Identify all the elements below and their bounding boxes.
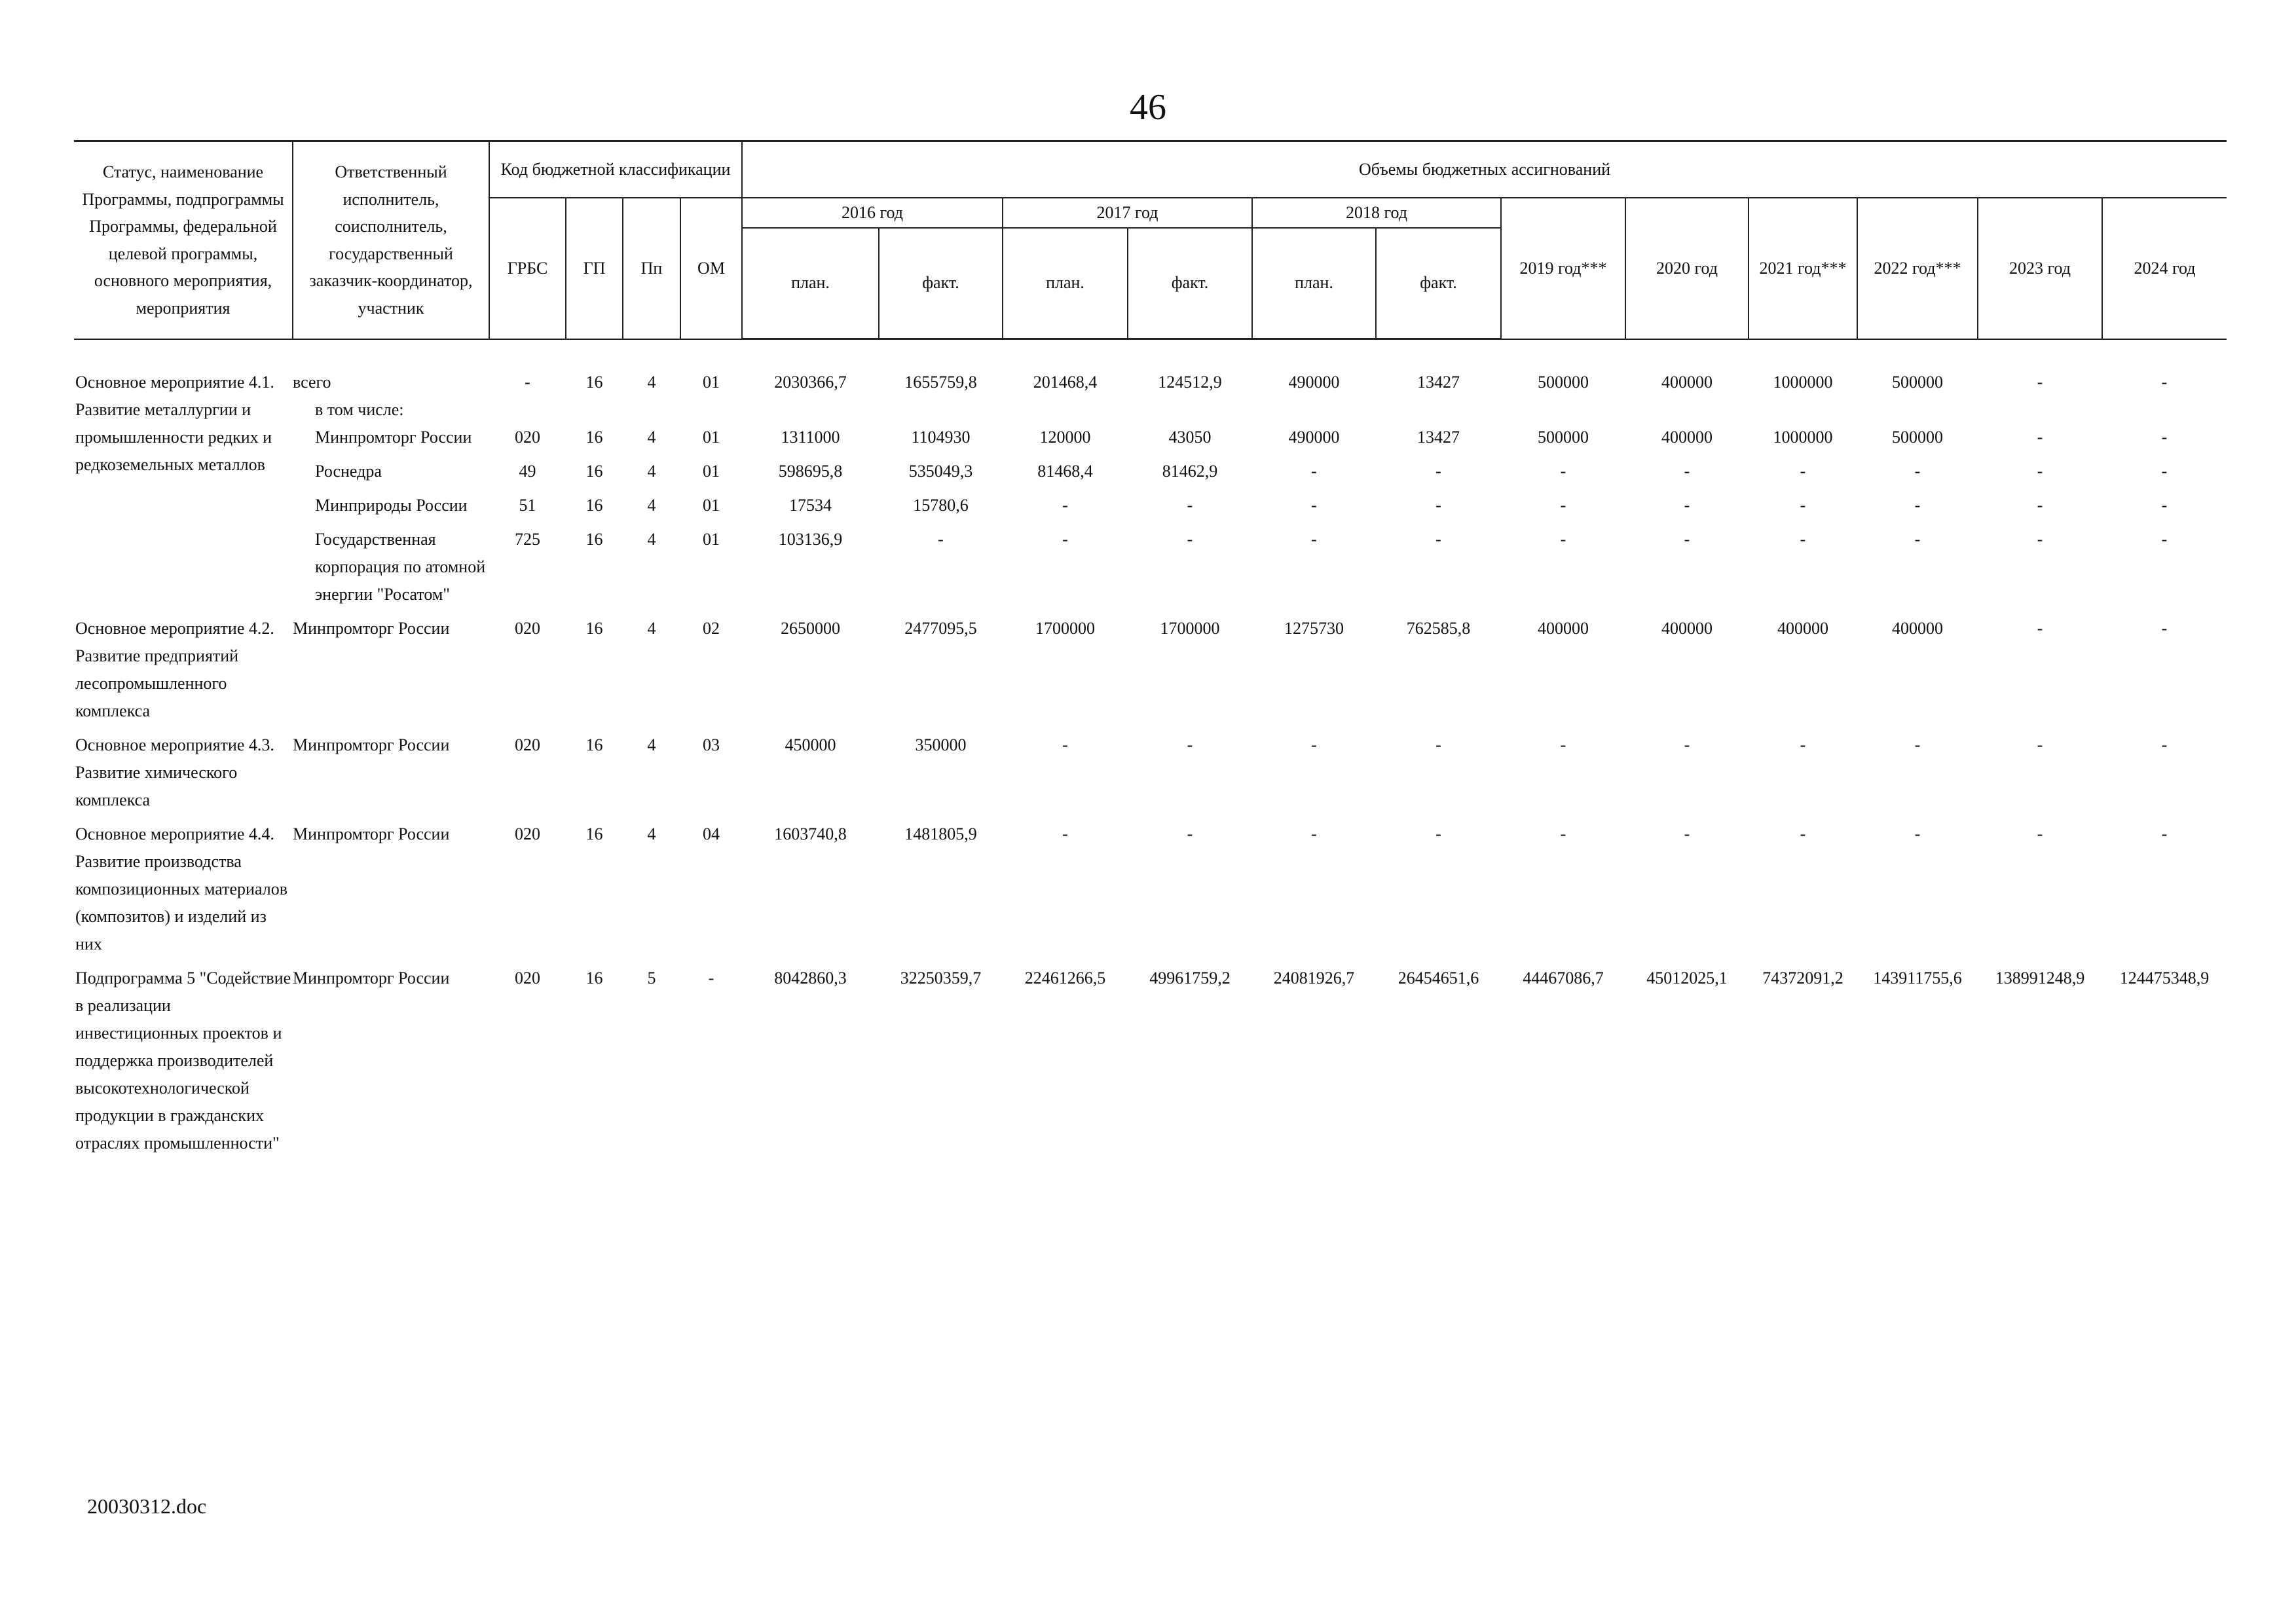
cell-value: 1655759,8 [904, 373, 977, 392]
responsible-label: Роснедра [315, 462, 382, 481]
header-2017-fact: факт. [1128, 228, 1252, 339]
cell-value: 13427 [1417, 373, 1460, 392]
cell-value: 535049,3 [908, 462, 973, 481]
table-row [74, 821, 2227, 965]
cell-value: 2650000 [781, 619, 840, 638]
row-status: Основное мероприятие 4.3. Развитие химического комплекса [75, 735, 274, 809]
cell-gp: 16 [585, 824, 603, 843]
cell-om: 01 [703, 496, 720, 515]
header-2018-fact: факт. [1376, 228, 1501, 339]
cell-value: - [2037, 824, 2043, 843]
cell-om: 04 [703, 824, 720, 843]
cell-pp: 4 [647, 619, 656, 638]
subtotal-label: в том числе: [315, 400, 404, 419]
cell-value: - [2161, 372, 2168, 392]
table-row [74, 965, 2227, 1164]
cell-value: - [1560, 735, 1566, 754]
cell-value: 43050 [1168, 428, 1212, 447]
cell-value: - [1684, 530, 1690, 549]
header-grbs: ГРБС [489, 198, 566, 339]
cell-value: - [1560, 496, 1566, 515]
cell-value: 22461266,5 [1024, 969, 1106, 987]
row-responsible: Минпромторг России [293, 735, 450, 754]
cell-value: 74372091,2 [1762, 969, 1843, 987]
cell-value: - [1435, 824, 1441, 843]
cell-value: 45012025,1 [1646, 969, 1728, 987]
row-status: Подпрограмма 5 "Содействие в реализации инвестиционных проектов и поддержка производителей высокотехнологической продукции в гражданских отраслях промышленности" [75, 969, 291, 1153]
cell-value: 81468,4 [1037, 462, 1093, 481]
header-pp: Пп [623, 198, 680, 339]
header-year-2024: 2024 год [2102, 198, 2227, 339]
cell-value: 1603740,8 [774, 824, 847, 843]
cell-value: 490000 [1288, 373, 1340, 392]
cell-value: - [1187, 530, 1193, 549]
cell-value: 17534 [789, 496, 832, 515]
cell-gp: 16 [585, 619, 603, 638]
cell-value: - [2161, 462, 2168, 481]
cell-om: 03 [703, 735, 720, 754]
row-responsible: всего [293, 372, 331, 392]
cell-grbs: 020 [515, 735, 540, 754]
cell-gp: 16 [585, 428, 603, 447]
cell-value: - [1560, 530, 1566, 549]
cell-gp: 16 [585, 735, 603, 754]
cell-value: 2477095,5 [904, 619, 977, 638]
cell-value: - [2037, 619, 2043, 638]
cell-gp: 16 [585, 496, 603, 515]
cell-value: - [1914, 530, 1921, 549]
cell-value: - [2161, 824, 2168, 843]
cell-value: 500000 [1892, 372, 1943, 392]
cell-value: - [2037, 530, 2043, 549]
cell-value: 15780,6 [913, 496, 969, 515]
cell-grbs: - [525, 372, 530, 392]
table-row [74, 615, 2227, 731]
row-status: Основное мероприятие 4.2. Развитие предприятий лесопромышленного комплекса [75, 619, 274, 720]
cell-value: - [1914, 496, 1921, 515]
header-2017-plan: план. [1003, 228, 1128, 339]
header-gp: ГП [566, 198, 623, 339]
empty-cells [489, 396, 2227, 424]
cell-value: 350000 [915, 735, 967, 754]
budget-table-wrapper [74, 140, 2227, 1164]
cell-value: - [2161, 428, 2168, 447]
cell-value: 762585,8 [1406, 619, 1471, 638]
header-year-2022: 2022 год*** [1857, 198, 1978, 339]
cell-value: 103136,9 [778, 530, 843, 549]
cell-value: 138991248,9 [1995, 969, 2085, 987]
cell-value: 400000 [1661, 619, 1713, 638]
cell-grbs: 020 [515, 428, 540, 447]
cell-value: - [1187, 735, 1193, 754]
cell-om: - [708, 969, 714, 987]
cell-value: 120000 [1039, 428, 1091, 447]
cell-value: - [2037, 735, 2043, 754]
header-responsible: Ответственный исполнитель, соисполнитель, государственный заказчик-координатор, участник [293, 141, 489, 339]
table-row [74, 526, 2227, 615]
cell-value: - [1684, 462, 1690, 481]
cell-value: 500000 [1538, 372, 1589, 392]
header-2016-fact: факт. [879, 228, 1003, 339]
cell-value: - [1800, 530, 1806, 549]
table-header [74, 141, 2227, 339]
cell-value: - [1800, 496, 1806, 515]
cell-value: 124475348,9 [2119, 969, 2210, 987]
responsible-label: Минпромторг России [315, 428, 472, 447]
cell-om: 01 [703, 372, 720, 392]
cell-grbs: 51 [519, 496, 536, 515]
row-responsible [293, 458, 489, 492]
cell-value: 26454651,6 [1398, 969, 1479, 987]
table-row [74, 492, 2227, 526]
row-responsible: Минпромторг России [293, 824, 450, 843]
cell-value: 1000000 [1773, 428, 1833, 447]
cell-value: - [2037, 496, 2043, 515]
cell-value: - [1800, 735, 1806, 754]
row-status: Основное мероприятие 4.4. Развитие производства композиционных материалов (композитов) и изделий из них [75, 824, 287, 953]
cell-value: 490000 [1288, 428, 1340, 447]
cell-value: - [1187, 496, 1193, 515]
cell-value: 8042860,3 [774, 969, 847, 987]
cell-value: - [2037, 372, 2043, 392]
cell-value: - [1062, 530, 1068, 549]
responsible-label: Минприроды России [315, 496, 468, 515]
cell-value: - [2161, 496, 2168, 515]
cell-value: 500000 [1892, 428, 1943, 447]
page-number: 46 [1130, 87, 1166, 128]
cell-grbs: 020 [515, 969, 540, 987]
cell-pp: 4 [647, 824, 656, 843]
cell-value: - [2161, 735, 2168, 754]
row-responsible: Минпромторг России [293, 619, 450, 638]
cell-value: 400000 [1892, 619, 1943, 638]
cell-pp: 4 [647, 462, 656, 481]
cell-pp: 4 [647, 496, 656, 515]
cell-value: - [1311, 735, 1317, 754]
cell-value: 124512,9 [1158, 373, 1222, 392]
cell-value: - [938, 530, 944, 549]
cell-pp: 4 [647, 372, 656, 392]
cell-value: 400000 [1538, 619, 1589, 638]
cell-grbs: 725 [515, 530, 540, 549]
cell-value: - [1800, 462, 1806, 481]
cell-value: - [1684, 496, 1690, 515]
cell-value: - [1800, 824, 1806, 843]
header-year-2019: 2019 год*** [1501, 198, 1625, 339]
cell-value: 44467086,7 [1523, 969, 1604, 987]
cell-value: 24081926,7 [1273, 969, 1355, 987]
header-year-2018: 2018 год [1252, 198, 1501, 228]
header-om: ОМ [680, 198, 742, 339]
cell-value: - [1311, 530, 1317, 549]
cell-value: - [1684, 735, 1690, 754]
cell-value: 500000 [1538, 428, 1589, 447]
cell-value: - [1311, 824, 1317, 843]
cell-pp: 4 [647, 530, 656, 549]
cell-value: - [1560, 824, 1566, 843]
cell-value: - [1914, 735, 1921, 754]
row-responsible [293, 424, 489, 458]
cell-gp: 16 [585, 462, 603, 481]
cell-value: 1481805,9 [904, 824, 977, 843]
cell-value: 32250359,7 [900, 969, 982, 987]
cell-value: - [2037, 428, 2043, 447]
cell-value: 201468,4 [1033, 373, 1098, 392]
cell-value: - [1062, 824, 1068, 843]
cell-value: 49961759,2 [1149, 969, 1231, 987]
table-row [74, 396, 2227, 424]
cell-gp: 16 [585, 969, 603, 987]
cell-value: - [1435, 462, 1441, 481]
cell-value: 143911755,6 [1873, 969, 1962, 987]
cell-value: - [2161, 619, 2168, 638]
cell-value: 1700000 [1160, 619, 1220, 638]
table-row [74, 424, 2227, 458]
cell-value: 1311000 [781, 428, 840, 447]
table-row [74, 339, 2227, 397]
cell-value: 13427 [1417, 428, 1460, 447]
header-year-2023: 2023 год [1978, 198, 2102, 339]
header-year-2016: 2016 год [742, 198, 1003, 228]
cell-value: 400000 [1661, 428, 1713, 447]
cell-value: - [1684, 824, 1690, 843]
cell-om: 01 [703, 462, 720, 481]
cell-om: 01 [703, 428, 720, 447]
cell-value: - [1311, 496, 1317, 515]
cell-value: - [1560, 462, 1566, 481]
cell-value: 450000 [785, 735, 836, 754]
cell-om: 01 [703, 530, 720, 549]
row-responsible [293, 492, 489, 526]
header-year-2021: 2021 год*** [1749, 198, 1857, 339]
responsible-label: Государственная корпорация по атомной энергии "Росатом" [315, 530, 486, 604]
cell-value: 400000 [1661, 372, 1713, 392]
cell-value: - [1435, 530, 1441, 549]
header-budget-code: Код бюджетной классификации [489, 141, 742, 198]
cell-pp: 4 [647, 735, 656, 754]
cell-value: - [1062, 496, 1068, 515]
cell-value: - [1311, 462, 1317, 481]
cell-value: 81462,9 [1162, 462, 1218, 481]
cell-value: - [1435, 735, 1441, 754]
header-2016-plan: план. [742, 228, 879, 339]
cell-value: - [1187, 824, 1193, 843]
header-year-2020: 2020 год [1625, 198, 1749, 339]
table-row [74, 458, 2227, 492]
cell-gp: 16 [585, 372, 603, 392]
header-budget-volumes: Объемы бюджетных ассигнований [742, 141, 2227, 198]
cell-value: - [1914, 462, 1921, 481]
cell-value: 400000 [1777, 619, 1828, 638]
cell-grbs: 49 [519, 462, 536, 481]
header-year-2017: 2017 год [1003, 198, 1252, 228]
cell-om: 02 [703, 619, 720, 638]
cell-pp: 5 [647, 969, 656, 987]
cell-value: - [1062, 735, 1068, 754]
cell-value: - [2037, 462, 2043, 481]
table-body [74, 339, 2227, 1164]
cell-pp: 4 [647, 428, 656, 447]
header-2018-plan: план. [1252, 228, 1376, 339]
table-row [74, 731, 2227, 821]
row-status: Основное мероприятие 4.1. Развитие металлургии и промышленности редких и редкоземельных металлов [75, 372, 274, 474]
cell-value: 1104930 [911, 428, 971, 447]
cell-value: 1700000 [1035, 619, 1095, 638]
row-responsible [293, 526, 489, 615]
cell-value: 2030366,7 [774, 373, 847, 392]
cell-value: - [1914, 824, 1921, 843]
cell-value: 1275730 [1284, 619, 1344, 638]
header-status: Статус, наименование Программы, подпрограммы Программы, федеральной целевой программы, основного мероприятия, мероприятия [74, 141, 293, 339]
cell-value: - [1435, 496, 1441, 515]
cell-value: 598695,8 [778, 462, 843, 481]
cell-grbs: 020 [515, 824, 540, 843]
row-responsible: Минпромторг России [293, 969, 450, 987]
cell-gp: 16 [585, 530, 603, 549]
budget-allocations-table [74, 140, 2227, 1164]
document-filename: 20030312.doc [87, 1494, 207, 1518]
cell-value: - [2161, 530, 2168, 549]
cell-grbs: 020 [515, 619, 540, 638]
cell-value: 1000000 [1773, 372, 1833, 392]
row-responsible [293, 396, 489, 424]
